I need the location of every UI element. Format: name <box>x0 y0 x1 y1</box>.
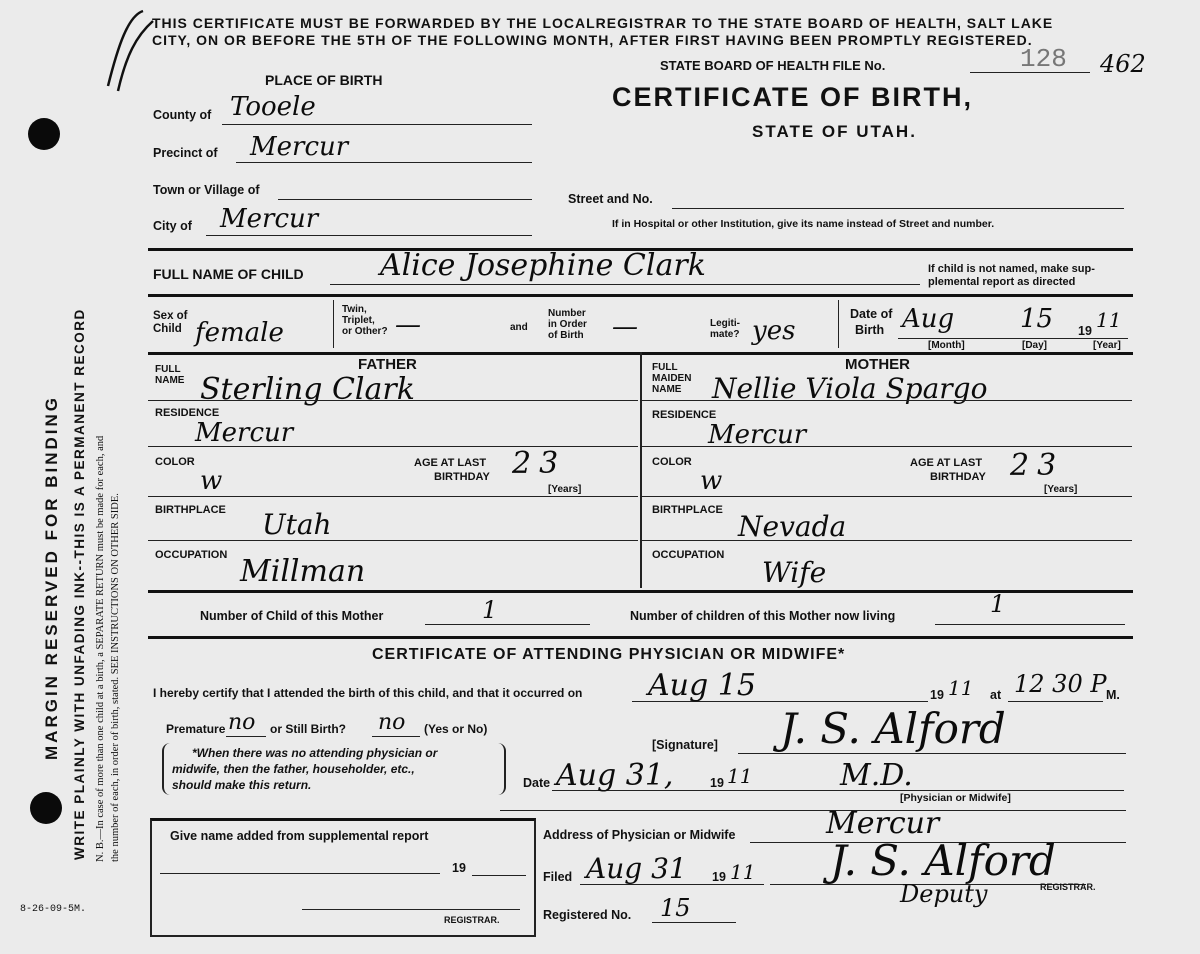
physician-signature: J. S. Alford <box>780 704 1006 753</box>
year-bracket: [Year] <box>1093 340 1121 351</box>
date-signed-year-prefix: 19 <box>710 776 724 790</box>
physician-md: M.D. <box>840 758 913 793</box>
form-code: 8-26-09-5M. <box>20 904 87 915</box>
certificate-subtitle: STATE OF UTAH. <box>752 122 917 141</box>
father-name-value: Sterling Clark <box>200 372 415 407</box>
father-full-name-label: FULL NAME <box>155 364 185 386</box>
at-label: at <box>990 688 1002 702</box>
mother-occupation-label: OCCUPATION <box>652 549 725 561</box>
supplemental-year-prefix: 19 <box>452 861 466 875</box>
mother-occupation-value: Wife <box>762 556 827 589</box>
physician-bracket: [Physician or Midwife] <box>900 792 1011 804</box>
mother-birthplace-value: Nevada <box>738 510 847 543</box>
mother-heading: MOTHER <box>845 356 910 373</box>
occurred-date-value: Aug 15 <box>648 668 756 703</box>
filed-year-value: 11 <box>730 860 756 884</box>
scribble-mark <box>98 6 158 96</box>
living-value: 1 <box>990 590 1006 618</box>
signature-label: [Signature] <box>652 738 718 752</box>
and-label: and <box>510 322 528 333</box>
supplemental-box <box>150 818 536 937</box>
father-age-label: AGE AT LAST BIRTHDAY <box>414 457 490 483</box>
date-of-birth-label: Date of Birth <box>850 307 893 337</box>
filed-label: Filed <box>543 870 573 884</box>
birth-day-value: 15 <box>1020 304 1054 334</box>
hospital-note: If in Hospital or other Institution, give its name instead of Street and number. <box>612 218 995 230</box>
child-number-label: Number of Child of this Mother <box>200 609 384 623</box>
margin-note-line2: the number of each, in order of birth, stated. SEE INSTRUCTIONS ON OTHER SIDE. <box>110 493 121 862</box>
sex-value: female <box>195 318 284 348</box>
still-birth-label: or Still Birth? <box>270 722 346 736</box>
mother-color-value: w <box>700 466 723 496</box>
living-label: Number of children of this Mother now living <box>630 609 896 623</box>
child-number-value: 1 <box>482 596 498 624</box>
precinct-value: Mercur <box>250 132 349 162</box>
mother-years-bracket: [Years] <box>1044 484 1078 495</box>
father-residence-value: Mercur <box>195 418 294 448</box>
certificate-title: CERTIFICATE OF BIRTH, <box>612 82 973 112</box>
no-physician-note: *When there was no attending physician or midwife, then the father, householder, etc., should make this return. <box>162 743 506 795</box>
margin-binding-text: MARGIN RESERVED FOR BINDING <box>42 395 61 760</box>
father-birthplace-label: BIRTHPLACE <box>155 504 226 516</box>
county-label: County of <box>153 108 212 122</box>
father-occupation-value: Millman <box>240 554 366 589</box>
deputy-value: Deputy <box>900 880 988 908</box>
mother-age-value: 23 <box>1010 448 1065 483</box>
father-birthplace-value: Utah <box>262 508 332 541</box>
date-signed-year-value: 11 <box>727 764 753 788</box>
address-label: Address of Physician or Midwife <box>543 828 736 842</box>
still-birth-value: no <box>378 710 406 735</box>
mother-name-value: Nellie Viola Spargo <box>712 372 988 405</box>
twin-label: Twin, Triplet, or Other? <box>342 304 388 337</box>
birth-month-value: Aug <box>902 304 955 334</box>
town-label: Town or Village of <box>153 183 260 197</box>
registrar-signature: J. S. Alford <box>830 836 1056 885</box>
precinct-label: Precinct of <box>153 146 218 160</box>
mother-color-label: COLOR <box>652 456 692 468</box>
binding-hole-top <box>28 118 60 150</box>
street-label: Street and No. <box>568 192 653 206</box>
certify-text: I hereby certify that I attended the birth of this child, and that it occurred on <box>153 686 583 700</box>
premature-value: no <box>228 710 256 735</box>
mother-age-label: AGE AT LAST BIRTHDAY <box>910 457 986 483</box>
date-signed-label: Date <box>523 776 551 790</box>
legitimate-label: Legiti- mate? <box>710 318 740 340</box>
number-in-order-value: — <box>612 312 638 342</box>
month-bracket: [Month] <box>928 340 965 351</box>
mother-residence-value: Mercur <box>708 420 807 450</box>
occurred-year-value: 11 <box>948 676 974 700</box>
day-bracket: [Day] <box>1022 340 1048 351</box>
mother-residence-label: RESIDENCE <box>652 409 717 421</box>
twin-value: — <box>395 310 421 340</box>
place-of-birth-heading: PLACE OF BIRTH <box>265 72 383 88</box>
father-color-value: w <box>200 466 223 496</box>
father-years-bracket: [Years] <box>548 484 582 495</box>
birth-year-value: 11 <box>1096 308 1122 332</box>
address-value: Mercur <box>826 806 940 841</box>
filed-value: Aug 31 <box>586 852 687 885</box>
filing-registrar-label: REGISTRAR. <box>1040 882 1096 892</box>
header-line2: CITY, ON OR BEFORE THE 5TH OF THE FOLLOWING MONTH, AFTER FIRST HAVING BEEN PROMPTLY REGISTERED. <box>152 32 1033 48</box>
occurred-year-prefix: 19 <box>930 688 944 702</box>
meridian-suffix: M. <box>1106 688 1120 702</box>
father-occupation-label: OCCUPATION <box>155 549 228 561</box>
registered-value: 15 <box>660 894 691 922</box>
physician-heading: CERTIFICATE OF ATTENDING PHYSICIAN OR MIDWIFE* <box>372 646 846 663</box>
filed-year-prefix: 19 <box>712 870 726 884</box>
file-number-stamp: 128 <box>1020 44 1067 74</box>
binding-hole-bottom <box>30 792 62 824</box>
child-name-value: Alice Josephine Clark <box>380 248 706 283</box>
not-named-note: If child is not named, make sup- plemental report as directed <box>928 263 1095 288</box>
city-value: Mercur <box>220 204 319 234</box>
premature-label: Premature <box>166 722 226 736</box>
child-name-label: FULL NAME OF CHILD <box>153 266 304 282</box>
yes-no-label: (Yes or No) <box>424 722 488 736</box>
file-number-hand: 462 <box>1100 50 1146 78</box>
city-label: City of <box>153 219 192 233</box>
legitimate-value: yes <box>752 316 796 346</box>
mother-birthplace-label: BIRTHPLACE <box>652 504 723 516</box>
date-signed-value: Aug 31, <box>556 758 674 793</box>
father-residence-label: RESIDENCE <box>155 407 220 419</box>
file-number-label: STATE BOARD OF HEALTH FILE No. <box>660 58 886 73</box>
father-color-label: COLOR <box>155 456 195 468</box>
header-line1: THIS CERTIFICATE MUST BE FORWARDED BY THE LOCALREGISTRAR TO THE STATE BOARD OF HEALTH, SALT LAKE <box>152 15 1054 31</box>
number-in-order-label: Number in Order of Birth <box>548 308 587 341</box>
margin-ink-text: WRITE PLAINLY WITH UNFADING INK--THIS IS A PERMANENT RECORD <box>72 308 87 860</box>
mother-full-name-label: FULL MAIDEN NAME <box>652 362 692 395</box>
county-value: Tooele <box>230 92 316 122</box>
supplemental-heading: Give name added from supplemental report <box>170 829 429 843</box>
father-age-value: 23 <box>512 446 567 481</box>
father-heading: FATHER <box>358 356 417 373</box>
birth-year-prefix: 19 <box>1078 324 1092 338</box>
sex-label: Sex of Child <box>153 310 188 335</box>
registered-label: Registered No. <box>543 908 632 922</box>
time-value: 12 30 P <box>1014 670 1107 698</box>
supplemental-registrar-label: REGISTRAR. <box>444 915 500 925</box>
margin-note-line1: N. B.—In case of more than one child at a birth, a SEPARATE RETURN must be made for each, and <box>95 435 106 862</box>
